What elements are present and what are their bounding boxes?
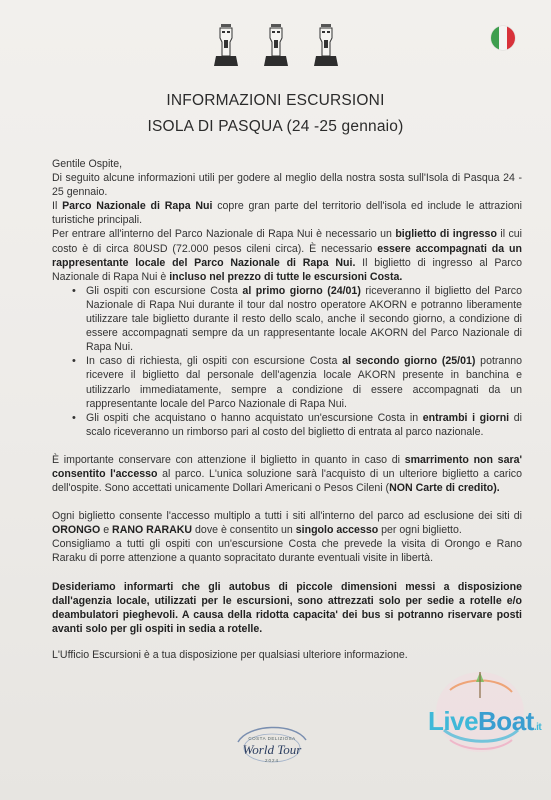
list-item: • In caso di richiesta, gli ospiti con escursione Costa al secondo giorno (25/01) potranno ricevere il biglietto dal personale dell'agenzia locale AKORN presente in banchina e utilizzarlo immediatamente, sempre a condizione di essere accompagnati da un rappresentante locale del Parco Nazionale di Rapa Nui. (86, 354, 522, 410)
letter-body (52, 157, 522, 662)
title-line-2: ISOLA DI PASQUA (24 -25 gennaio) (147, 118, 404, 135)
closing-paragraph: L'Ufficio Escursioni è a tua disposizione per qualsiasi ulteriore informazione. (52, 648, 408, 661)
world-tour-logo (232, 718, 312, 776)
logo-main-text: World Tour (242, 742, 302, 757)
advice-paragraph: Consigliamo a tutti gli ospiti con un'escursione Costa che prevede la visita di Orongo e Rano Raraku di porre attenzione a quanto sopracitato durante eventuali visite in libertà. (52, 538, 522, 565)
bus-paragraph: Desideriamo informarti che gli autobus di piccole dimensioni messi a disposizione dall'agenzia locale, utilizzati per le escursioni, sono attrezzati solo per sedie a rotelle e/o deambulatori pieghevoli. A causa della ridotta capacita' dei bus si potranno riservare posti avanti solo per gli ospiti in sedia a rotelle. (52, 580, 522, 635)
access-paragraph: Ogni biglietto consente l'accesso multiplo a tutti i siti all'interno del parco ad esclusione dei siti di ORONGO e RANO RARAKU dove è consentito un singolo accesso per ogni biglietto. (52, 510, 522, 537)
bullet-list (52, 284, 522, 439)
liveboat-watermark-text: LiveBoat.it (428, 706, 542, 736)
title-line-1: INFORMAZIONI ESCURSIONI (166, 92, 385, 109)
flag-stripe-white (499, 26, 507, 50)
lost-ticket-paragraph: È importante conservare con attenzione il biglietto in quanto in caso di smarrimento non sara' consentito l'accesso al parco. L'unica soluzione sarà l'acquisto di un ulteriore biglietto a carico dell'ospite. Sono accettati unicamente Dollari Americani o Pesos Cileni (NON Carte di credito). (52, 453, 522, 495)
intro-paragraph: Di seguito alcune informazioni utili per godere al meglio della nostra sosta sull'Isola di Pasqua 24 - 25 gennaio. (52, 172, 522, 199)
moai-icon (212, 22, 240, 68)
flag-stripe-green (491, 26, 499, 50)
ticket-paragraph: Per entrare all'interno del Parco Nazionale di Rapa Nui è necessario un biglietto di ingresso il cui costo è di circa 80USD (72.000 pesos cileni circa). È necessario essere accompagnati da un rappresentante locale del Parco Nazionale di Rapa Nui. Il biglietto di ingresso al Parco Nazionale di Rapa Nui è incluso nel prezzo di tutte le escursioni Costa. (52, 228, 523, 283)
moai-illustrations (212, 22, 340, 68)
list-item: • Gli ospiti con escursione Costa al primo giorno (24/01) riceveranno il biglietto del Parco Nazionale di Rapa Nui durante il tour dal nostro operatore AKORN e potranno liberamente utilizzare tale biglietto durante il resto dello scalo, anche il secondo giorno, a condizione di essere accompagnati sempre da un rappresentante locale AKORN del Parco Nazionale di Rapa Nui. (86, 284, 522, 354)
greeting: Gentile Ospite, (52, 158, 123, 170)
logo-small-text: COSTA DELIZIOSA (248, 736, 296, 741)
moai-icon (262, 22, 290, 68)
flag-stripe-red (507, 26, 515, 50)
park-name: Parco Nazionale di Rapa Nui (62, 200, 213, 213)
moai-icon (312, 22, 340, 68)
logo-year-text: 2024 (264, 758, 280, 763)
italian-flag-icon (491, 26, 515, 50)
park-paragraph: Il Parco Nazionale di Rapa Nui copre gran parte del territorio dell'isola ed include le attrazioni turistiche principali. (52, 200, 522, 227)
list-item: • Gli ospiti che acquistano o hanno acquistato un'escursione Costa in entrambi i giorni di scalo riceveranno un rimborso pari al costo del biglietto di entrata al parco nazionale. (86, 411, 522, 439)
